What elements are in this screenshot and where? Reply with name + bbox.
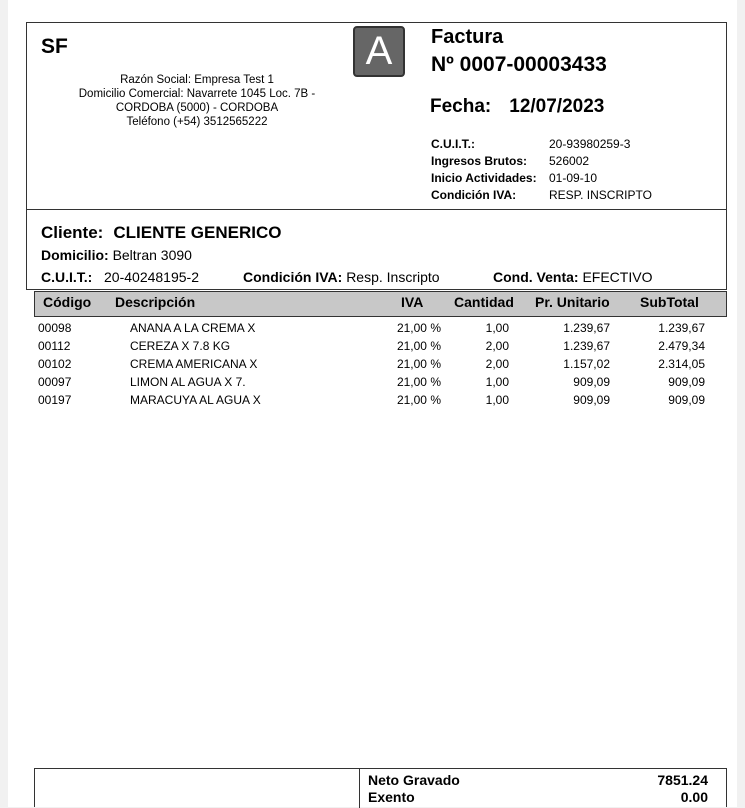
cell-unit: 1.239,67	[563, 339, 610, 353]
cell-qty: 2,00	[485, 339, 509, 353]
cell-sub: 2.479,34	[658, 339, 705, 353]
client-label: Cliente:	[41, 223, 104, 242]
invoice-letter-badge: A	[353, 26, 405, 77]
total-label: Exento	[368, 789, 415, 805]
client-cuit	[41, 269, 199, 285]
cell-sub: 2.314,05	[658, 357, 705, 371]
table-row	[34, 338, 727, 356]
cell-desc: MARACUYA AL AGUA X	[130, 393, 261, 407]
cell-code: 00112	[38, 339, 71, 353]
totals-section	[34, 768, 727, 807]
invoice-page	[8, 0, 737, 807]
tax-value: 526002	[549, 154, 590, 168]
tax-row	[431, 153, 652, 170]
client-address-row	[41, 247, 192, 263]
cell-unit: 909,09	[573, 375, 610, 389]
cell-qty: 1,00	[485, 393, 509, 407]
tax-key: C.U.I.T.:	[431, 137, 475, 151]
invoice-header	[26, 22, 727, 210]
cell-unit: 909,09	[573, 393, 610, 407]
address-label: Domicilio:	[41, 247, 109, 263]
tax-value: 20-93980259-3	[549, 137, 631, 151]
total-value: 7851.24	[657, 772, 708, 788]
cell-iva: 21,00 %	[396, 321, 441, 335]
table-row	[34, 320, 727, 338]
cell-sub: 909,09	[668, 375, 705, 389]
tax-value: 01-09-10	[549, 171, 598, 185]
company-line: Domicilio Comercial: Navarrete 1045 Loc. 7B -	[78, 88, 316, 100]
totals-panel	[359, 769, 729, 808]
sale-condition-value: EFECTIVO	[582, 269, 653, 285]
invoice-number: Nº 0007-00003433	[431, 53, 607, 76]
cell-desc: ANANA A LA CREMA X	[130, 321, 256, 335]
cell-code: 00102	[38, 357, 72, 371]
cell-sub: 1.239,67	[658, 321, 705, 335]
total-label: Neto Gravado	[368, 772, 460, 788]
company-short-name: SF	[41, 35, 68, 58]
cell-qty: 1,00	[485, 375, 509, 389]
tax-info	[431, 136, 652, 204]
col-quantity: Cantidad	[454, 294, 514, 310]
cell-unit: 1.239,67	[563, 321, 610, 335]
client-cuit-label: C.U.I.T.:	[41, 269, 93, 285]
cell-sub: 909,09	[668, 393, 705, 407]
tax-key: Condición IVA:	[431, 188, 517, 202]
col-code: Código	[43, 294, 92, 310]
invoice-date	[430, 96, 604, 118]
tax-key: Ingresos Brutos:	[431, 154, 528, 168]
total-row	[368, 772, 708, 788]
company-line: Razón Social: Empresa Test 1	[120, 74, 274, 86]
total-row	[368, 789, 708, 805]
cell-iva: 21,00 %	[396, 357, 441, 371]
items-list	[34, 320, 727, 410]
client-iva	[243, 269, 440, 285]
client-name: CLIENTE GENERICO	[113, 223, 282, 242]
cell-iva: 21,00 %	[396, 339, 441, 353]
tax-row	[431, 136, 652, 153]
date-value: 12/07/2023	[509, 96, 605, 117]
cell-unit: 1.157,02	[563, 357, 610, 371]
col-description: Descripción	[115, 294, 196, 310]
cell-desc: LIMON AL AGUA X 7.	[130, 375, 246, 389]
tax-row	[431, 170, 652, 187]
client-iva-value: Resp. Inscripto	[346, 269, 440, 285]
items-header	[34, 291, 727, 317]
address-value: Beltran 3090	[112, 247, 192, 263]
cell-code: 00098	[38, 321, 72, 335]
client-section	[26, 210, 727, 290]
tax-value: RESP. INSCRIPTO	[549, 188, 652, 202]
client-iva-label: Condición IVA:	[243, 269, 343, 285]
cell-desc: CREMA AMERICANA X	[130, 357, 258, 371]
client-cuit-value: 20-40248195-2	[104, 269, 199, 285]
total-value: 0.00	[680, 789, 708, 805]
table-row	[34, 356, 727, 374]
cell-iva: 21,00 %	[396, 393, 441, 407]
cell-desc: CEREZA X 7.8 KG	[130, 339, 231, 353]
cell-code: 00197	[38, 393, 72, 407]
company-line: CORDOBA (5000) - CORDOBA	[115, 102, 279, 114]
col-iva: IVA	[401, 294, 424, 310]
client-sale-condition	[493, 269, 652, 285]
tax-key: Inicio Actividades:	[431, 171, 537, 185]
col-unit-price: Pr. Unitario	[535, 294, 610, 310]
cell-iva: 21,00 %	[396, 375, 441, 389]
invoice-title: Factura	[431, 26, 504, 48]
client-name-row	[41, 223, 281, 243]
sale-condition-label: Cond. Venta:	[493, 269, 579, 285]
tax-row	[431, 187, 652, 204]
table-row	[34, 374, 727, 392]
cell-code: 00097	[38, 375, 72, 389]
cell-qty: 2,00	[485, 357, 509, 371]
date-label: Fecha:	[430, 96, 492, 117]
col-subtotal: SubTotal	[640, 294, 699, 310]
cell-qty: 1,00	[485, 321, 509, 335]
table-row	[34, 392, 727, 410]
company-line: Teléfono (+54) 3512565222	[126, 116, 268, 128]
company-info	[47, 73, 347, 129]
